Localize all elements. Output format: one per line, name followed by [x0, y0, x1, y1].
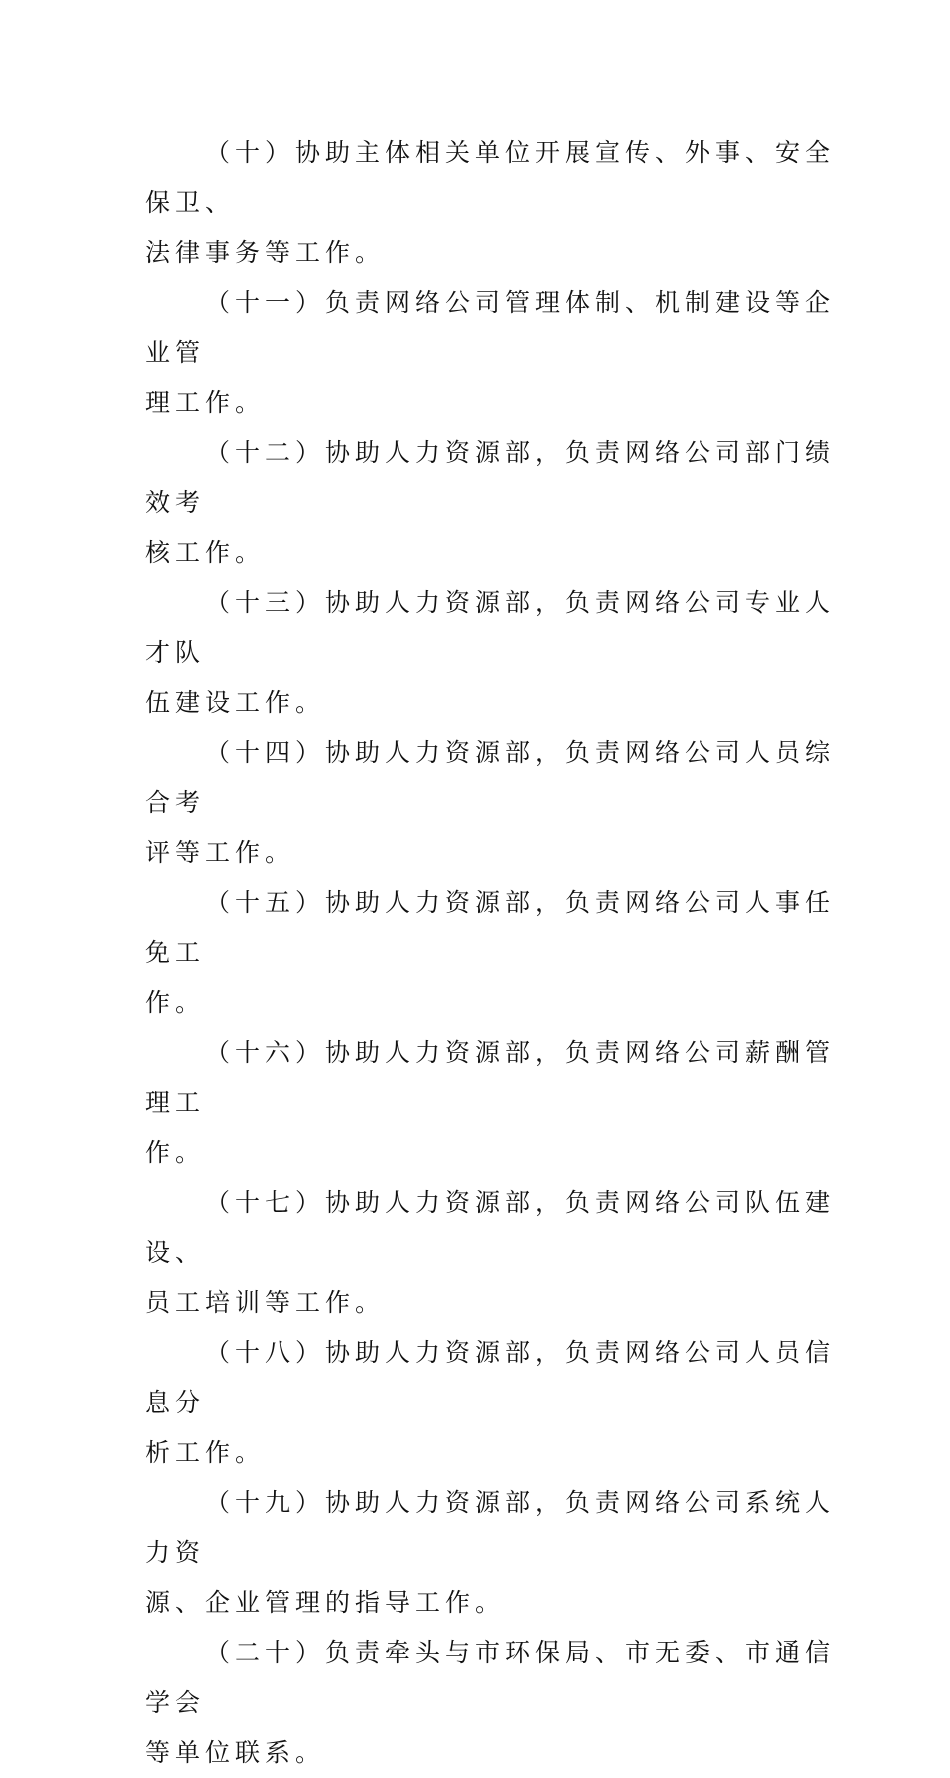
- paragraph-item-16: （十六）协助人力资源部，负责网络公司薪酬管理工 作。: [145, 1038, 836, 1167]
- paragraph-item-20: （二十）负责牵头与市环保局、市无委、市通信学会 等单位联系。: [145, 1638, 836, 1767]
- paragraph-item-14: （十四）协助人力资源部，负责网络公司人员综合考 评等工作。: [145, 738, 836, 867]
- document-body: [145, 128, 835, 1778]
- paragraph-item-19: （十九）协助人力资源部，负责网络公司系统人力资 源、企业管理的指导工作。: [145, 1488, 836, 1617]
- paragraph-item-10: （十）协助主体相关单位开展宣传、外事、安全保卫、 法律事务等工作。: [145, 138, 836, 267]
- paragraph-item-12: （十二）协助人力资源部，负责网络公司部门绩效考 核工作。: [145, 438, 836, 567]
- paragraph-item-11: （十一）负责网络公司管理体制、机制建设等企业管 理工作。: [145, 288, 836, 417]
- paragraph-item-13: （十三）协助人力资源部，负责网络公司专业人才队 伍建设工作。: [145, 588, 836, 717]
- paragraph-item-17: （十七）协助人力资源部，负责网络公司队伍建设、 员工培训等工作。: [145, 1188, 836, 1317]
- paragraph-item-15: （十五）协助人力资源部，负责网络公司人事任免工 作。: [145, 888, 836, 1017]
- paragraph-item-18: （十八）协助人力资源部，负责网络公司人员信息分 析工作。: [145, 1338, 836, 1467]
